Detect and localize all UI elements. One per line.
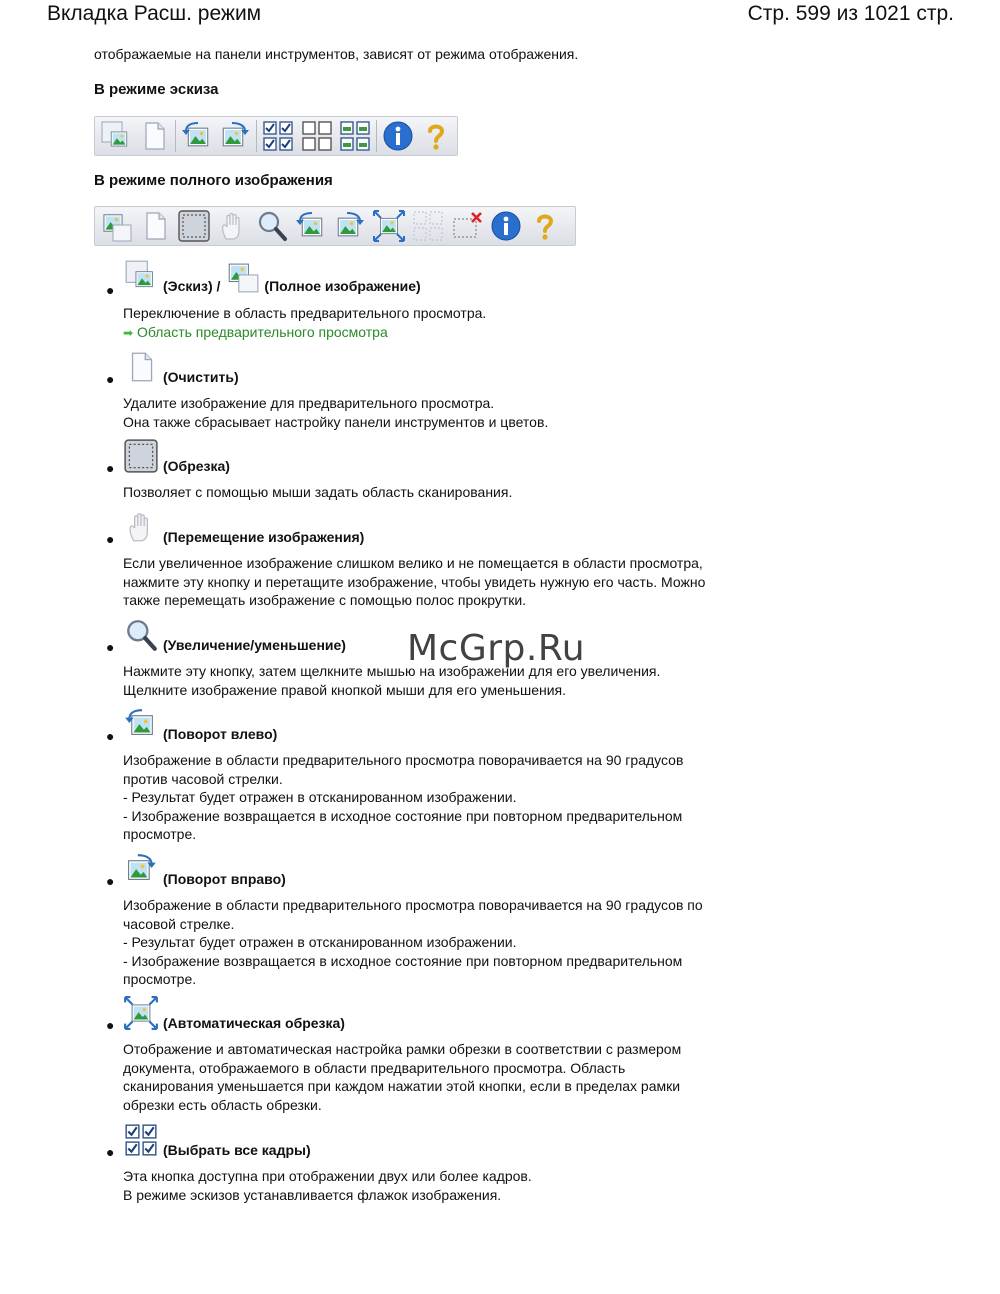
- bullet: ●: [106, 460, 115, 476]
- item-title: (Обрезка): [163, 458, 230, 474]
- preview-area-link[interactable]: [123, 323, 486, 343]
- item-description: [123, 394, 548, 431]
- description-line: обрезки есть область обрезки.: [123, 1096, 322, 1113]
- item-description: [123, 1167, 532, 1204]
- item-heading: [123, 995, 345, 1031]
- item-title: (Выбрать все кадры): [163, 1142, 311, 1158]
- clear-icon: [123, 349, 159, 385]
- bullet: ●: [106, 728, 115, 744]
- item-description: [123, 483, 512, 502]
- description-line: сканирования уменьшается при каждом нажатии этой кнопки, если в пределах рамки: [123, 1078, 681, 1094]
- select-all-frames-icon[interactable]: [260, 118, 296, 154]
- item-heading: [123, 509, 364, 545]
- description-line: против часовой стрелки.: [123, 770, 283, 787]
- item-description: [123, 662, 660, 699]
- bullet: ●: [106, 371, 115, 387]
- header-section-title: Вкладка Расш. режим: [47, 2, 262, 25]
- select-all-frames-icon: [123, 1122, 159, 1158]
- rotate-right-icon[interactable]: [332, 208, 368, 244]
- info-icon[interactable]: [488, 208, 524, 244]
- description-line: Если увеличенное изображение слишком велико и не помещается в области просмотра,: [123, 555, 703, 571]
- description-line: В режиме эскизов устанавливается флажок изображения.: [123, 1186, 502, 1203]
- description-line: Изображение в области предварительного просмотра поворачивается на 90 градусов по: [123, 897, 703, 913]
- item-description: [123, 1040, 681, 1114]
- description-line: Удалите изображение для предварительного просмотра.: [123, 395, 495, 411]
- description-line: Эта кнопка доступна при отображении двух или более кадров.: [123, 1168, 532, 1184]
- thumbnail-icon: [123, 258, 159, 294]
- full-image-icon: [224, 258, 260, 294]
- item-heading: [123, 438, 230, 474]
- header-page-counter: Стр. 599 из 1021 стр.: [747, 2, 954, 25]
- description-line: - Изображение возвращается в исходное состояние при повторном предварительном: [123, 952, 683, 969]
- clear-icon[interactable]: [137, 208, 173, 244]
- frame-grid-icon[interactable]: [337, 118, 373, 154]
- item-title: (Эскиз) /: [163, 278, 221, 294]
- item-title: (Полное изображение): [264, 278, 421, 294]
- description-line: Переключение в область предварительного просмотра.: [123, 305, 487, 321]
- item-title: (Поворот вправо): [163, 871, 286, 887]
- item-heading: [123, 617, 346, 653]
- crop-icon: [123, 438, 159, 474]
- description-line: Изображение в области предварительного просмотра поворачивается на 90 градусов: [123, 752, 684, 768]
- description-line: - Результат будет отражен в отсканированном изображении.: [123, 789, 517, 805]
- item-heading: [123, 851, 286, 887]
- item-heading: [123, 258, 421, 294]
- item-title: (Перемещение изображения): [163, 529, 365, 545]
- magnifier-icon[interactable]: [254, 208, 290, 244]
- help-icon[interactable]: [527, 208, 563, 244]
- description-line: Щелкните изображение правой кнопкой мыши для его уменьшения.: [123, 681, 567, 698]
- auto-crop-icon[interactable]: [371, 208, 407, 244]
- toolbar-divider: [256, 120, 257, 152]
- description-line: - Изображение возвращается в исходное состояние при повторном предварительном: [123, 807, 683, 824]
- description-line: - Результат будет отражен в отсканированном изображении.: [123, 934, 517, 950]
- hand-icon[interactable]: [215, 208, 251, 244]
- full-image-mode-title: В режиме полного изображения: [94, 172, 333, 189]
- toolbar-divider: [175, 120, 176, 152]
- description-line: нажмите эту кнопку и перетащите изображение, чтобы увидеть нужную его часть. Можно: [123, 573, 706, 590]
- full-image-icon[interactable]: [98, 208, 134, 244]
- bullet: ●: [106, 531, 115, 547]
- rotate-left-icon[interactable]: [293, 208, 329, 244]
- delete-crop-frame-icon[interactable]: [449, 208, 485, 244]
- link-text[interactable]: Область предварительного просмотра: [136, 323, 388, 340]
- item-description: [123, 554, 705, 610]
- description-line: Отображение и автоматическая настройка рамки обрезки в соответствии с размером: [123, 1041, 682, 1057]
- item-title: (Поворот влево): [163, 726, 278, 742]
- thumbnail-mode-toolbar: [94, 116, 458, 156]
- info-icon[interactable]: [380, 118, 416, 154]
- rotate-left-icon[interactable]: [179, 118, 215, 154]
- description-line: Она также сбрасывает настройку панели инструментов и цветов.: [123, 413, 549, 430]
- bullet: ●: [106, 282, 115, 298]
- description-line: также перемещать изображение с помощью полос прокрутки.: [123, 592, 527, 608]
- item-description: [123, 896, 703, 989]
- clear-icon[interactable]: [137, 118, 173, 154]
- item-description: [123, 751, 683, 844]
- description-line: Нажмите эту кнопку, затем щелкните мышью на изображении для его увеличения.: [123, 663, 661, 679]
- rotate-right-icon[interactable]: [218, 118, 254, 154]
- crop-icon[interactable]: [176, 208, 212, 244]
- hand-icon: [123, 509, 159, 545]
- clear-frames-icon[interactable]: [299, 118, 335, 154]
- item-title: (Автоматическая обрезка): [163, 1015, 345, 1031]
- auto-crop-icon: [123, 995, 159, 1031]
- bullet: ●: [106, 1017, 115, 1033]
- help-icon[interactable]: [418, 118, 454, 154]
- rotate-right-icon: [123, 851, 159, 887]
- item-heading: [123, 349, 239, 385]
- description-line: Позволяет с помощью мыши задать область сканирования.: [123, 484, 513, 500]
- description-line: часовой стрелке.: [123, 915, 235, 932]
- item-description: [123, 304, 486, 342]
- dashed-frames-icon[interactable]: [410, 208, 446, 244]
- bullet: ●: [106, 639, 115, 655]
- item-heading: [123, 1122, 311, 1158]
- watermark: McGrp.Ru: [407, 628, 586, 669]
- thumbnail-icon[interactable]: [98, 118, 134, 154]
- description-line: просмотре.: [123, 826, 197, 842]
- description-line: просмотре.: [123, 971, 197, 987]
- intro-text: отображаемые на панели инструментов, зависят от режима отображения.: [94, 46, 579, 62]
- rotate-left-icon: [123, 706, 159, 742]
- item-title: (Очистить): [163, 369, 239, 385]
- bullet: ●: [106, 873, 115, 889]
- arrow-right-icon: ➡: [123, 325, 134, 340]
- item-heading: [123, 706, 277, 742]
- item-title: (Увеличение/уменьшение): [163, 637, 346, 653]
- thumbnail-mode-title: В режиме эскиза: [94, 81, 219, 98]
- magnifier-icon: [123, 617, 159, 653]
- description-line: документа, отображаемого в области предварительного просмотра. Область: [123, 1059, 626, 1076]
- toolbar-divider: [376, 120, 377, 152]
- bullet: ●: [106, 1144, 115, 1160]
- full-image-mode-toolbar: [94, 206, 576, 246]
